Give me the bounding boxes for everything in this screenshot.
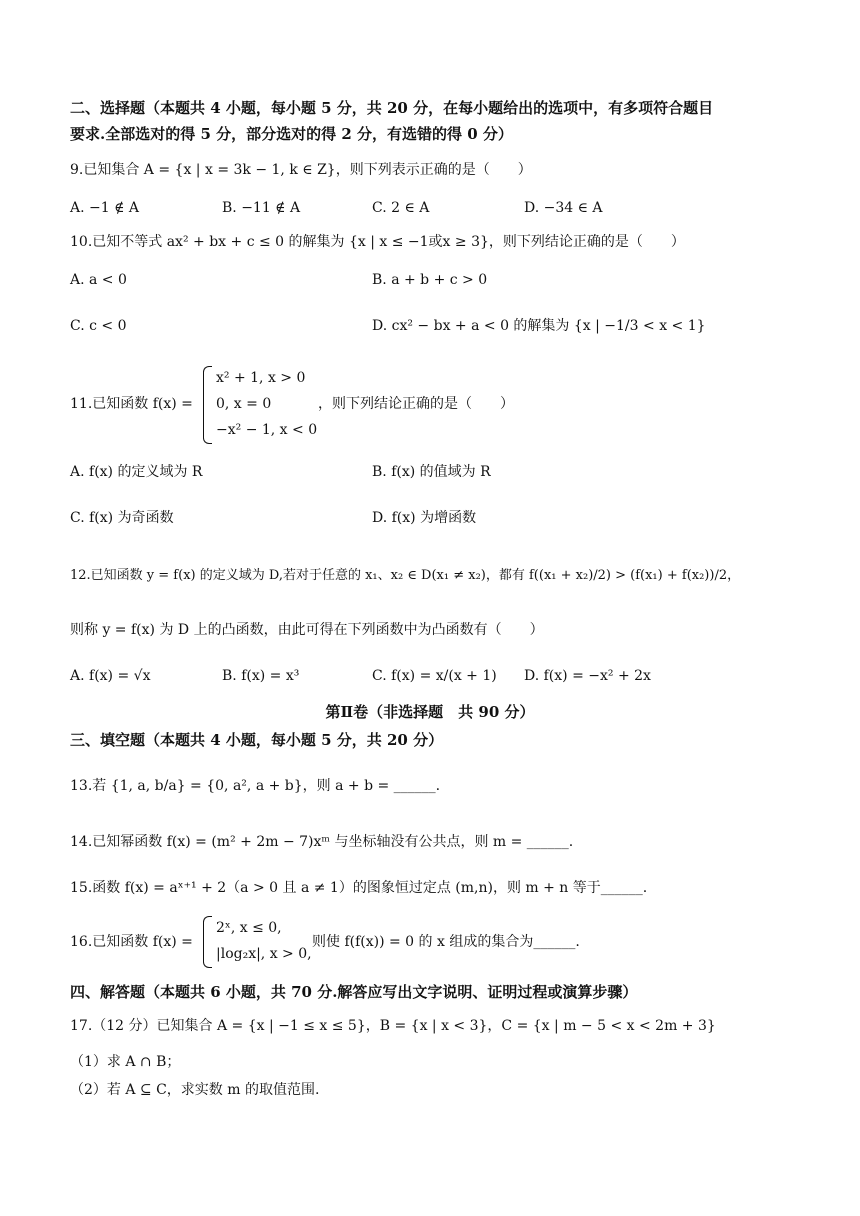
q12-option-a: A. f(x) = √x [70, 668, 151, 684]
section2-heading-line2: 要求.全部选对的得 5 分，部分选对的得 2 分，有选错的得 0 分） [70, 125, 513, 143]
q9-option-b: B. −11 ∉ A [222, 200, 301, 216]
q9-option-a: A. −1 ∉ A [70, 200, 140, 216]
q17-stem: 17.（12 分）已知集合 A = {x | −1 ≤ x ≤ 5}，B = {x | x < 3}，C = {x | m − 5 < x < 2m + 3} [70, 1018, 716, 1034]
q12-stem-line2: 则称 y = f(x) 为 D 上的凸函数，由此可得在下列函数中为凸函数有（ ） [70, 622, 544, 638]
q12-option-b: B. f(x) = x³ [222, 668, 300, 684]
q11-option-c: C. f(x) 为奇函数 [70, 510, 174, 526]
q11-option-d: D. f(x) 为增函数 [372, 510, 477, 526]
q10-option-d: D. cx² − bx + a < 0 的解集为 {x | −1/3 < x < 1} [372, 318, 706, 334]
q10-option-c: C. c < 0 [70, 318, 127, 334]
q9-option-c: C. 2 ∈ A [372, 200, 430, 216]
q12-stem-line1: 12.已知函数 y = f(x) 的定义域为 D,若对于任意的 x₁、x₂ ∈ D(x₁ ≠ x₂)，都有 f((x₁ + x₂)/2) > (f(x₁) + f(x₂))/2， [70, 568, 741, 583]
q17-part1: （1）求 A ∩ B； [70, 1054, 181, 1070]
part2-title: 第Ⅱ卷（非选择题 共 90 分） [325, 703, 535, 721]
q9-option-d: D. −34 ∈ A [524, 200, 603, 216]
q16-case-1: 2ˣ, x ≤ 0, [216, 920, 282, 936]
q15-stem: 15.函数 f(x) = aˣ⁺¹ + 2（a > 0 且 a ≠ 1）的图象恒过定点 (m,n)，则 m + n 等于______. [70, 880, 648, 896]
section2-heading-line1: 二、选择题（本题共 4 小题，每小题 5 分，共 20 分，在每小题给出的选项中，有多项符合题目 [70, 99, 714, 117]
section4-heading: 四、解答题（本题共 6 小题，共 70 分.解答应写出文字说明、证明过程或演算步骤） [70, 983, 638, 1001]
q11-case-2: 0, x = 0 [216, 396, 272, 412]
q11-brace [203, 366, 212, 444]
q12-option-c: C. f(x) = x/(x + 1) [372, 668, 497, 684]
q11-case-1: x² + 1, x > 0 [216, 370, 306, 386]
q16-brace [203, 916, 212, 968]
q13-stem: 13.若 {1, a, b/a} = {0, a², a + b}，则 a + b = ______. [70, 778, 441, 794]
q10-option-a: A. a < 0 [70, 272, 127, 288]
q11-stem-prefix: 11.已知函数 f(x) = [70, 396, 193, 412]
q11-option-b: B. f(x) 的值域为 R [372, 464, 491, 480]
q11-option-a: A. f(x) 的定义域为 R [70, 464, 203, 480]
q11-case-3: −x² − 1, x < 0 [216, 422, 318, 438]
q16-stem-suffix: 则使 f(f(x)) = 0 的 x 组成的集合为______. [312, 934, 580, 950]
q9-stem: 9.已知集合 A = {x | x = 3k − 1, k ∈ Z}，则下列表示正确的是（ ） [70, 162, 532, 178]
q12-option-d: D. f(x) = −x² + 2x [524, 668, 651, 684]
section3-heading: 三、填空题（本题共 4 小题，每小题 5 分，共 20 分） [70, 731, 444, 749]
q11-stem-suffix: ，则下列结论正确的是（ ） [318, 396, 514, 412]
q10-option-b: B. a + b + c > 0 [372, 272, 488, 288]
q17-part2: （2）若 A ⊆ C，求实数 m 的取值范围. [70, 1082, 320, 1098]
q16-case-2: |log₂x|, x > 0, [216, 946, 312, 962]
q16-stem-prefix: 16.已知函数 f(x) = [70, 934, 193, 950]
q14-stem: 14.已知幂函数 f(x) = (m² + 2m − 7)xᵐ 与坐标轴没有公共点，则 m = ______. [70, 834, 574, 850]
q10-stem: 10.已知不等式 ax² + bx + c ≤ 0 的解集为 {x | x ≤ −1或x ≥ 3}，则下列结论正确的是（ ） [70, 234, 685, 250]
